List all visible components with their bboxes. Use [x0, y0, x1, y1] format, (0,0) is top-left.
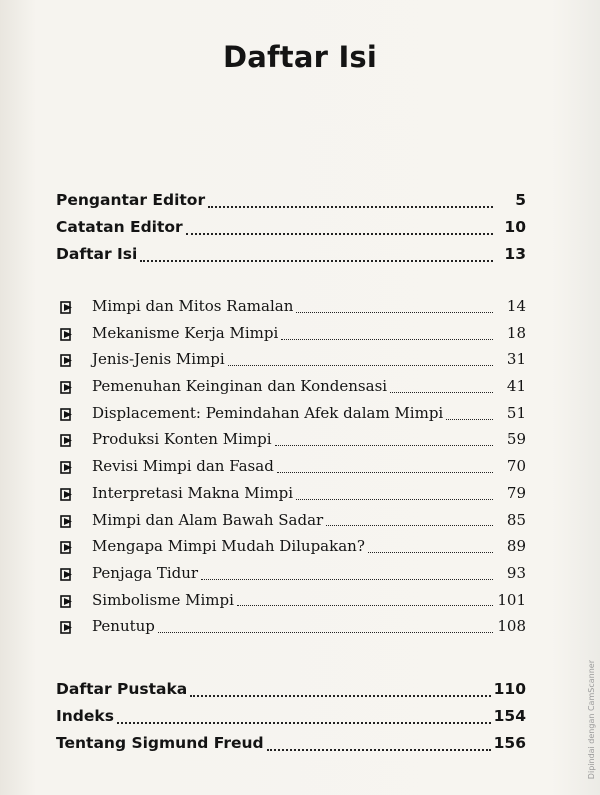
- chapter-entry-page: 79: [506, 483, 526, 502]
- chapter-entry-label: Mimpi dan Mitos Ramalan: [92, 297, 294, 315]
- chapter-entry[interactable]: [56, 426, 526, 453]
- chapter-entry-label: Produksi Konten Mimpi: [92, 430, 272, 449]
- chapter-bullet-icon: [56, 320, 78, 347]
- chapter-entry[interactable]: [56, 293, 526, 320]
- dot-leader: [208, 206, 493, 208]
- chapter-bullet-icon: [56, 480, 78, 507]
- chapter-entry-page: 31: [506, 350, 526, 369]
- dot-leader: [368, 552, 493, 553]
- dot-leader: [158, 632, 493, 633]
- dot-leader: [237, 605, 493, 606]
- toc-entry-page: 10: [504, 218, 526, 236]
- chapter-entry-label: Jenis-Jenis Mimpi: [92, 350, 225, 369]
- chapter-entry[interactable]: [56, 533, 526, 560]
- dot-leader: [201, 579, 493, 580]
- toc-entry-label: Daftar Pustaka: [56, 680, 188, 698]
- chapter-entry-label: Mekanisme Kerja Mimpi: [92, 323, 279, 342]
- chapter-bullet-icon: [56, 426, 78, 453]
- chapter-entry-label: Simbolisme Mimpi: [92, 590, 234, 609]
- toc-entry-label: Catatan Editor: [56, 218, 183, 236]
- toc-entry[interactable]: [56, 703, 526, 730]
- chapter-entry[interactable]: [56, 346, 526, 373]
- chapter-bullet-icon: [56, 613, 78, 640]
- dot-leader: [140, 260, 493, 262]
- dot-leader: [117, 722, 491, 724]
- chapter-entry-page: 18: [506, 323, 526, 342]
- toc-entry-label: Pengantar Editor: [56, 191, 206, 209]
- dot-leader: [296, 312, 493, 313]
- toc-entry-label: Tentang Sigmund Freud: [56, 734, 264, 752]
- chapter-bullet-icon: [56, 373, 78, 400]
- toc-entry-label: Indeks: [56, 707, 114, 725]
- toc-entry[interactable]: [56, 730, 526, 757]
- chapter-entry[interactable]: [56, 480, 526, 507]
- toc-entry-label: Daftar Isi: [56, 245, 138, 263]
- chapter-entry-label: Penjaga Tidur: [92, 563, 199, 582]
- chapter-entry-label: Penutup: [92, 617, 155, 636]
- chapter-list: [56, 293, 526, 640]
- back-matter-list: [56, 676, 526, 757]
- chapter-bullet-icon: [56, 587, 78, 614]
- chapter-entry-page: 51: [506, 403, 526, 422]
- front-matter-list: [56, 187, 526, 268]
- dot-leader: [326, 525, 493, 526]
- chapter-entry-page: 89: [506, 537, 526, 556]
- chapter-entry[interactable]: [56, 400, 526, 427]
- toc-entry-page: 154: [493, 707, 526, 725]
- chapter-entry-page: 41: [506, 377, 526, 396]
- chapter-entry-page: 85: [506, 510, 526, 529]
- chapter-entry-label: Displacement: Pemindahan Afek dalam Mimpi: [92, 403, 444, 422]
- dot-leader: [277, 472, 493, 473]
- toc-entry-page: 110: [493, 680, 526, 698]
- scanner-watermark: Dipindai dengan CamScanner: [587, 660, 596, 780]
- chapter-bullet-icon: [56, 400, 78, 427]
- chapter-entry[interactable]: [56, 587, 526, 614]
- dot-leader: [267, 749, 491, 751]
- chapter-entry-label: Mimpi dan Alam Bawah Sadar: [92, 510, 324, 529]
- chapter-entry-label: Interpretasi Makna Mimpi: [92, 483, 294, 502]
- chapter-entry-label: Revisi Mimpi dan Fasad: [92, 457, 274, 476]
- chapter-entry-page: 93: [506, 563, 526, 582]
- chapter-entry-label: Mengapa Mimpi Mudah Dilupakan?: [92, 537, 365, 556]
- chapter-entry-page: 59: [506, 430, 526, 449]
- chapter-bullet-icon: [56, 346, 78, 373]
- page-title: Daftar Isi: [222, 40, 378, 74]
- chapter-entry[interactable]: [56, 560, 526, 587]
- toc-entry-page: 156: [493, 734, 526, 752]
- chapter-entry-page: 101: [497, 590, 526, 609]
- dot-leader: [190, 695, 490, 697]
- toc-entry[interactable]: [56, 676, 526, 703]
- dot-leader: [275, 445, 493, 446]
- chapter-entry[interactable]: [56, 613, 526, 640]
- chapter-entry[interactable]: [56, 507, 526, 534]
- chapter-bullet-icon: [56, 293, 78, 320]
- toc-entry[interactable]: [56, 214, 526, 241]
- dot-leader: [446, 419, 493, 420]
- toc-entry-page: 5: [515, 191, 526, 209]
- dot-leader: [281, 339, 493, 340]
- chapter-entry-label: Pemenuhan Keinginan dan Kondensasi: [92, 377, 388, 396]
- chapter-bullet-icon: [56, 560, 78, 587]
- chapter-entry-page: 14: [506, 297, 526, 315]
- dot-leader: [296, 499, 493, 500]
- chapter-entry[interactable]: [56, 320, 526, 347]
- chapter-entry-page: 108: [497, 617, 526, 636]
- dot-leader: [228, 365, 493, 366]
- toc-entry-page: 13: [504, 245, 526, 263]
- chapter-entry-page: 70: [506, 457, 526, 476]
- chapter-entry[interactable]: [56, 453, 526, 480]
- dot-leader: [390, 392, 493, 393]
- chapter-bullet-icon: [56, 507, 78, 534]
- chapter-bullet-icon: [56, 533, 78, 560]
- dot-leader: [186, 233, 493, 235]
- chapter-bullet-icon: [56, 453, 78, 480]
- toc-entry[interactable]: [56, 241, 526, 268]
- toc-entry[interactable]: [56, 187, 526, 214]
- chapter-entry[interactable]: [56, 373, 526, 400]
